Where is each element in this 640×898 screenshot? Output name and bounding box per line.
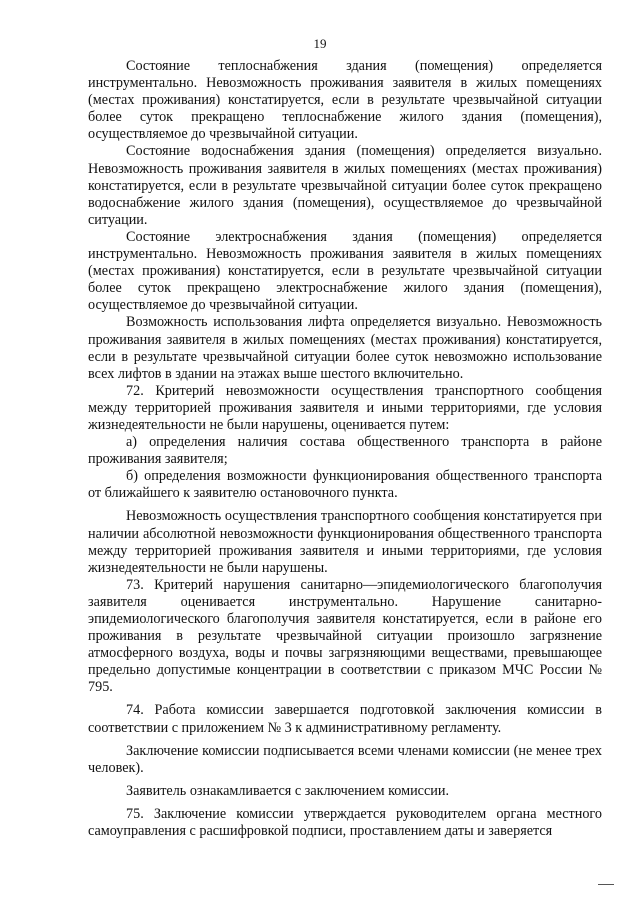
paragraph-72-item-a: а) определения наличия состава общественного транспорта в районе проживания заявителя; (88, 434, 602, 468)
paragraph-power-supply: Состояние электроснабжения здания (помещения) определяется инструментально. Невозможность проживания заявителя в жилых помещениях (местах проживания) констатируется, если в результате чрезвычайной ситуации более суток прекращено электроснабжение жилого здания (помещения), осуществляемое до чрезвычайной ситуации. (88, 228, 602, 314)
paragraph-water-supply: Состояние водоснабжения здания (помещения) определяется визуально. Невозможность проживания заявителя в жилых помещениях (местах проживания) констатируется, если в результате чрезвычайной ситуации более суток прекращено водоснабжение жилого здания (помещения), осуществляемое до чрезвычайной ситуации. (88, 143, 602, 228)
paragraph-heat-supply: Состояние теплоснабжения здания (помещения) определяется инструментально. Невозможность проживания заявителя в жилых помещениях (местах проживания) констатируется, если в результате чрезвычайной ситуации более суток прекращено теплоснабжение жилого здания (помещения), осуществляемое до чрезвычайной ситуации. (88, 58, 602, 143)
paragraph-75-approval: 75. Заключение комиссии утверждается руководителем органа местного самоуправления с расшифровкой подписи, проставлением даты и заверяется (88, 805, 602, 840)
paragraph-72-item-b: б) определения возможности функционирования общественного транспорта от ближайшего к заявителю остановочного пункта. (88, 468, 602, 502)
page-body (88, 58, 602, 840)
paragraph-elevator: Возможность использования лифта определяется визуально. Невозможность проживания заявителя в жилых помещениях (местах проживания) констатируется, если в результате чрезвычайной ситуации более суток невозможно использование всех лифтов в здании на этажах выше шестого включительно. (88, 314, 602, 382)
paragraph-73-sanitary-criterion: 73. Критерий нарушения санитарно—эпидемиологического благополучия заявителя оценивается инструментально. Нарушение санитарно-эпидемиологического благополучия заявителя констатируется, если в районе его проживания в результате чрезвычайной ситуации произошло загрязнение атмосферного воздуха, воды и почвы загрязняющими веществами, превышающее предельно допустимые концентрации в соответствии с приказом МЧС России № 795. (88, 576, 602, 696)
paragraph-transport-impossibility: Невозможность осуществления транспортного сообщения констатируется при наличии абсолютной невозможности функционирования общественного транспорта между территорией проживания заявителя и иными территориями, где условия жизнедеятельности не были нарушены. (88, 508, 602, 576)
paragraph-72-transport-criterion: 72. Критерий невозможности осуществления транспортного сообщения между территорией проживания заявителя и иными территориями, где условия жизнедеятельности не были нарушены, оценивается путем: (88, 382, 602, 433)
paragraph-74-commission-work: 74. Работа комиссии завершается подготовкой заключения комиссии в соответствии с приложением № 3 к административному регламенту. (88, 702, 602, 736)
paragraph-commission-signature: Заключение комиссии подписывается всеми членами комиссии (не менее трех человек). (88, 742, 602, 776)
paragraph-applicant-familiarization: Заявитель ознакамливается с заключением комиссии. (126, 782, 449, 799)
scan-edge-mark (598, 884, 614, 885)
page-number: 19 (313, 36, 327, 51)
